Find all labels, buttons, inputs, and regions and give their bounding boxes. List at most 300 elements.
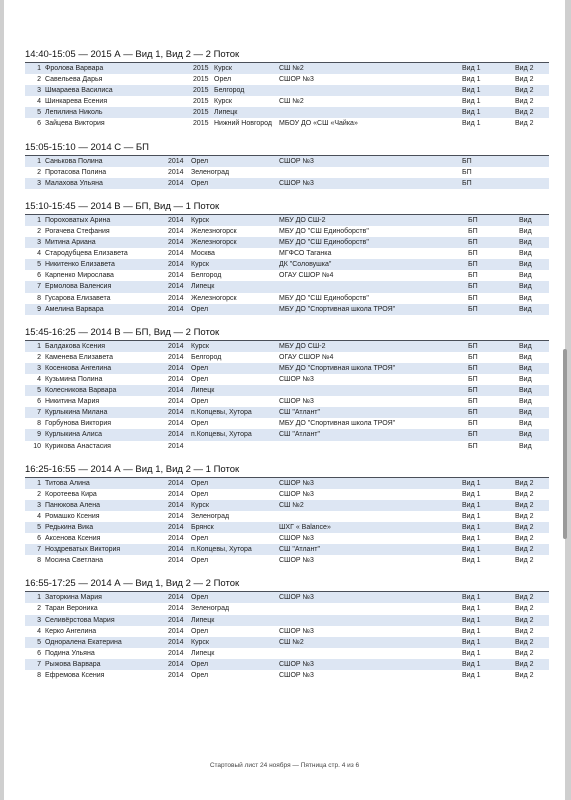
group-title: 14:40-15:05 — 2015 А — Вид 1, Вид 2 — 2 Поток: [25, 49, 549, 63]
club: СШОР №3: [279, 179, 314, 187]
club: СШОР №3: [279, 157, 314, 165]
table-row: [25, 407, 549, 418]
table-row: [25, 363, 549, 374]
table-row: [25, 352, 549, 363]
athlete-number: 7: [37, 660, 41, 668]
city: п.Копцевы, Хутора: [191, 546, 252, 554]
club: СШ "Атлант": [279, 546, 321, 554]
event-1: Вид 1: [462, 501, 481, 509]
table-row: [25, 555, 549, 566]
event-2: Вид: [519, 431, 532, 439]
event-2: Вид: [519, 239, 532, 247]
group-title: 16:25-16:55 — 2014 А — Вид 1, Вид 2 — 1 Поток: [25, 464, 549, 478]
city: Орел: [191, 660, 209, 668]
athlete-number: 10: [33, 442, 41, 450]
event-2: Вид 2: [515, 546, 534, 554]
table-row: [25, 118, 549, 129]
athlete-name: Мосина Светлана: [45, 557, 104, 565]
athlete-number: 2: [37, 605, 41, 613]
table-row: [25, 670, 549, 681]
table-row: [25, 215, 549, 226]
event-2: Вид 2: [515, 535, 534, 543]
birth-year: 2015: [193, 98, 209, 106]
club: ОГАУ СШОР №4: [279, 353, 334, 361]
athlete-number: 8: [37, 294, 41, 302]
event-1: Вид 1: [462, 479, 481, 487]
athlete-number: 8: [37, 420, 41, 428]
city: Липецк: [191, 649, 215, 657]
club: СШОР №3: [279, 479, 314, 487]
city: Белгород: [191, 272, 222, 280]
event-1: Вид 1: [462, 616, 481, 624]
birth-year: 2014: [168, 272, 184, 280]
athlete-number: 4: [37, 512, 41, 520]
event-1: БП: [468, 364, 478, 372]
birth-year: 2014: [168, 342, 184, 350]
table-row: [25, 237, 549, 248]
athlete-name: Никитенко Елизавета: [45, 261, 115, 269]
event-1: Вид 1: [462, 535, 481, 543]
birth-year: 2014: [168, 364, 184, 372]
city: Железногорск: [191, 294, 237, 302]
event-1: БП: [468, 216, 478, 224]
city: Орел: [191, 305, 209, 313]
athlete-name: Кузьмина Полина: [45, 375, 103, 383]
athlete-name: Лепилина Николь: [45, 109, 103, 117]
birth-year: 2014: [168, 227, 184, 235]
birth-year: 2014: [168, 398, 184, 406]
athlete-name: Пороховатых Арина: [45, 216, 111, 224]
event-2: Вид: [519, 442, 532, 450]
event-1: Вид 1: [462, 76, 481, 84]
club: МБУ ДО "Спортивная школа ТРОЯ": [279, 420, 396, 428]
birth-year: 2015: [193, 76, 209, 84]
table-row: [25, 626, 549, 637]
city: Орел: [191, 535, 209, 543]
athlete-number: 6: [37, 535, 41, 543]
start-list: [25, 49, 549, 693]
event-1: БП: [462, 157, 472, 165]
event-2: Вид: [519, 353, 532, 361]
group-title: 16:55-17:25 — 2014 А — Вид 1, Вид 2 — 2 Поток: [25, 578, 549, 592]
club: МБУ ДО "СШ Единоборств": [279, 294, 369, 302]
athlete-name: Никитина Мария: [45, 398, 100, 406]
city: Железногорск: [191, 227, 237, 235]
athlete-number: 1: [37, 479, 41, 487]
athlete-number: 2: [37, 353, 41, 361]
start-group: [25, 201, 549, 315]
event-1: Вид 1: [462, 557, 481, 565]
club: СШОР №3: [279, 660, 314, 668]
city: Зеленоград: [191, 512, 230, 520]
birth-year: 2014: [168, 557, 184, 565]
athlete-number: 3: [37, 179, 41, 187]
city: Липецк: [191, 616, 215, 624]
athlete-number: 6: [37, 272, 41, 280]
birth-year: 2014: [168, 442, 184, 450]
athlete-number: 9: [37, 431, 41, 439]
athlete-number: 2: [37, 168, 41, 176]
athlete-name: Курлыкина Алиса: [45, 431, 103, 439]
start-group: [25, 327, 549, 452]
group-title: 15:10-15:45 — 2014 В — БП, Вид — 1 Поток: [25, 201, 549, 215]
club: МБУ ДО "Спортивная школа ТРОЯ": [279, 364, 396, 372]
table-row: [25, 441, 549, 452]
athlete-name: Редькина Вика: [45, 524, 94, 531]
birth-year: 2014: [168, 501, 184, 509]
event-1: БП: [468, 342, 478, 350]
athlete-name: Заторкина Мария: [45, 594, 102, 602]
event-2: Вид 2: [515, 109, 534, 117]
event-1: БП: [468, 239, 478, 247]
table-row: [25, 418, 549, 429]
birth-year: 2014: [168, 216, 184, 224]
event-1: Вид 1: [462, 98, 481, 106]
event-2: Вид: [519, 342, 532, 350]
table-row: [25, 226, 549, 237]
group-title: 15:05-15:10 — 2014 С — БП: [25, 142, 549, 156]
athlete-name: Зайцева Виктория: [45, 120, 105, 128]
athlete-number: 6: [37, 398, 41, 406]
athlete-name: Ермолова Валенсия: [45, 283, 112, 291]
club: СШОР №3: [279, 490, 314, 498]
city: п.Копцевы, Хутора: [191, 431, 252, 439]
birth-year: 2015: [193, 120, 209, 128]
city: Липецк: [191, 283, 215, 291]
athlete-number: 8: [37, 557, 41, 565]
birth-year: 2014: [168, 294, 184, 302]
birth-year: 2014: [168, 479, 184, 487]
scrollbar-thumb[interactable]: [563, 349, 567, 539]
event-1: БП: [468, 294, 478, 302]
athlete-name: Селивёрстова Мария: [45, 616, 115, 624]
event-1: Вид 1: [462, 65, 481, 72]
birth-year: 2014: [168, 250, 184, 258]
event-2: Вид 2: [515, 76, 534, 84]
event-2: Вид 2: [515, 87, 534, 95]
event-2: Вид: [519, 250, 532, 258]
table-row: [25, 63, 549, 74]
athlete-number: 1: [37, 157, 41, 165]
athlete-number: 5: [37, 387, 41, 395]
athlete-name: Колесникова Варвара: [45, 387, 117, 395]
birth-year: 2014: [168, 616, 184, 624]
event-1: БП: [468, 305, 478, 313]
table-row: [25, 74, 549, 85]
club: МБУ ДО СШ-2: [279, 342, 326, 350]
start-group: [25, 464, 549, 567]
athlete-name: Ромашко Ксения: [45, 512, 100, 520]
city: Курск: [191, 216, 209, 224]
event-1: Вид 1: [462, 524, 481, 531]
birth-year: 2014: [168, 638, 184, 646]
event-2: Вид: [519, 261, 532, 269]
club: СШОР №3: [279, 535, 314, 543]
athlete-number: 7: [37, 283, 41, 291]
athlete-name: Курлыкина Милана: [45, 409, 108, 417]
city: Белгород: [191, 353, 222, 361]
document-page: [4, 0, 565, 800]
event-2: Вид: [519, 283, 532, 291]
club: ШХГ « Balance»: [279, 524, 331, 531]
athlete-number: 7: [37, 546, 41, 554]
athlete-name: Санькова Полина: [45, 157, 103, 165]
table-row: [25, 304, 549, 315]
event-2: Вид 2: [515, 479, 534, 487]
event-2: Вид: [519, 387, 532, 395]
athlete-name: Фролова Варвара: [45, 65, 104, 72]
athlete-number: 4: [37, 98, 41, 106]
club: СШОР №3: [279, 627, 314, 635]
event-1: БП: [468, 227, 478, 235]
birth-year: 2014: [168, 261, 184, 269]
club: ОГАУ СШОР №4: [279, 272, 334, 280]
birth-year: 2014: [168, 157, 184, 165]
table-row: [25, 259, 549, 270]
birth-year: 2015: [193, 87, 209, 95]
event-1: БП: [468, 442, 478, 450]
city: Белгород: [214, 87, 245, 95]
table-row: [25, 270, 549, 281]
table-row: [25, 341, 549, 352]
table-row: [25, 396, 549, 407]
club: СШ "Атлант": [279, 431, 321, 439]
athlete-number: 5: [37, 109, 41, 117]
event-2: Вид: [519, 216, 532, 224]
event-2: Вид 2: [515, 660, 534, 668]
event-2: Вид 2: [515, 557, 534, 565]
event-1: БП: [468, 375, 478, 383]
birth-year: 2014: [168, 535, 184, 543]
athlete-number: 3: [37, 616, 41, 624]
event-2: Вид: [519, 294, 532, 302]
page-footer: Стартовый лист 24 ноября — Пятница стр. 4 из 6: [209, 762, 360, 769]
event-2: Вид 2: [515, 616, 534, 624]
athlete-number: 7: [37, 409, 41, 417]
event-2: Вид 2: [515, 672, 534, 680]
athlete-name: Рогачева Стефания: [45, 227, 110, 235]
table-row: [25, 281, 549, 292]
city: Зеленоград: [191, 605, 230, 613]
club: СШОР №3: [279, 375, 314, 383]
event-1: Вид 1: [462, 490, 481, 498]
birth-year: 2015: [193, 65, 209, 72]
birth-year: 2014: [168, 179, 184, 187]
event-1: БП: [468, 261, 478, 269]
table-row: [25, 478, 549, 489]
birth-year: 2014: [168, 490, 184, 498]
birth-year: 2014: [168, 627, 184, 635]
birth-year: 2014: [168, 239, 184, 247]
athlete-number: 2: [37, 76, 41, 84]
event-1: БП: [462, 168, 472, 176]
event-1: БП: [468, 431, 478, 439]
table-row: [25, 533, 549, 544]
event-1: БП: [468, 250, 478, 258]
table-row: [25, 178, 549, 189]
athlete-name: Одноралена Екатерина: [45, 638, 122, 646]
birth-year: 2014: [168, 353, 184, 361]
city: Орел: [214, 76, 232, 84]
athlete-number: 3: [37, 87, 41, 95]
city: п.Копцевы, Хутора: [191, 409, 252, 417]
club: ДК "Соловушка": [279, 261, 332, 269]
city: Курск: [214, 65, 232, 72]
athlete-name: Рыжова Варвара: [45, 660, 101, 668]
birth-year: 2014: [168, 387, 184, 395]
city: Орел: [191, 672, 209, 680]
table-row: [25, 637, 549, 648]
city: Курск: [191, 261, 209, 269]
city: Орел: [191, 420, 209, 428]
club: МБУ ДО "Спортивная школа ТРОЯ": [279, 305, 396, 313]
athlete-name: Горбунова Виктория: [45, 420, 112, 428]
athlete-name: Ефремова Ксения: [45, 672, 105, 680]
birth-year: 2015: [193, 109, 209, 117]
birth-year: 2014: [168, 594, 184, 602]
birth-year: 2014: [168, 660, 184, 668]
athlete-number: 6: [37, 649, 41, 657]
athlete-number: 3: [37, 364, 41, 372]
athlete-number: 4: [37, 375, 41, 383]
club: СШ "Атлант": [279, 409, 321, 417]
athlete-number: 1: [37, 65, 41, 72]
athlete-number: 5: [37, 524, 41, 531]
city: Орел: [191, 490, 209, 498]
table-row: [25, 615, 549, 626]
city: Орел: [191, 627, 209, 635]
birth-year: 2014: [168, 283, 184, 291]
event-2: Вид 2: [515, 65, 534, 72]
club: МБУ ДО "СШ Единоборств": [279, 227, 369, 235]
athlete-number: 8: [37, 672, 41, 680]
table-row: [25, 522, 549, 533]
athlete-number: 2: [37, 490, 41, 498]
event-2: Вид 2: [515, 490, 534, 498]
club: МБОУ ДО «СШ «Чайка»: [279, 120, 358, 128]
athlete-name: Малахова Ульяна: [45, 179, 103, 187]
event-1: БП: [462, 179, 472, 187]
table-row: [25, 96, 549, 107]
group-title: 15:45-16:25 — 2014 В — БП, Вид — 2 Поток: [25, 327, 549, 341]
city: Липецк: [214, 109, 238, 117]
club: СШ №2: [279, 65, 304, 72]
table-row: [25, 544, 549, 555]
city: Брянск: [191, 524, 214, 531]
table-row: [25, 385, 549, 396]
athlete-number: 9: [37, 305, 41, 313]
event-2: Вид 2: [515, 605, 534, 613]
birth-year: 2014: [168, 420, 184, 428]
athlete-name: Подина Ульяна: [45, 649, 95, 657]
table-row: [25, 156, 549, 167]
event-1: БП: [468, 420, 478, 428]
table-row: [25, 500, 549, 511]
city: Орел: [191, 398, 209, 406]
birth-year: 2014: [168, 672, 184, 680]
city: Курск: [191, 501, 209, 509]
athlete-name: Керко Ангелина: [45, 627, 97, 635]
event-2: Вид: [519, 364, 532, 372]
athlete-name: Коротеева Кира: [45, 490, 97, 498]
event-1: Вид 1: [462, 627, 481, 635]
event-2: Вид 2: [515, 594, 534, 602]
city: Орел: [191, 364, 209, 372]
birth-year: 2014: [168, 375, 184, 383]
table-row: [25, 659, 549, 670]
athlete-number: 5: [37, 261, 41, 269]
event-1: БП: [468, 272, 478, 280]
event-1: БП: [468, 409, 478, 417]
event-2: Вид 2: [515, 627, 534, 635]
city: Курск: [214, 98, 232, 106]
city: Липецк: [191, 387, 215, 395]
event-1: Вид 1: [462, 594, 481, 602]
event-2: Вид: [519, 305, 532, 313]
athlete-name: Балдакова Ксения: [45, 342, 106, 350]
athlete-number: 6: [37, 120, 41, 128]
table-row: [25, 248, 549, 259]
city: Курск: [191, 342, 209, 350]
table-row: [25, 603, 549, 614]
athlete-number: 4: [37, 250, 41, 258]
city: Зеленоград: [191, 168, 230, 176]
event-1: БП: [468, 398, 478, 406]
birth-year: 2014: [168, 431, 184, 439]
athlete-name: Ноздреватых Виктория: [45, 546, 121, 554]
club: МГФСО Таганка: [279, 250, 332, 258]
event-1: Вид 1: [462, 120, 481, 128]
event-2: Вид: [519, 409, 532, 417]
athlete-number: 3: [37, 501, 41, 509]
athlete-name: Шинкарева Есения: [45, 98, 108, 106]
athlete-name: Савельева Дарья: [45, 76, 103, 84]
event-1: Вид 1: [462, 87, 481, 95]
city: Курск: [191, 638, 209, 646]
athlete-number: 2: [37, 227, 41, 235]
city: Орел: [191, 179, 209, 187]
athlete-name: Шмараева Василиса: [45, 87, 113, 95]
birth-year: 2014: [168, 409, 184, 417]
birth-year: 2014: [168, 546, 184, 554]
athlete-name: Титова Алина: [45, 479, 90, 487]
club: СШОР №3: [279, 76, 314, 84]
athlete-name: Курикова Анастасия: [45, 442, 111, 450]
athlete-number: 3: [37, 239, 41, 247]
birth-year: 2014: [168, 305, 184, 313]
event-2: Вид: [519, 375, 532, 383]
event-1: Вид 1: [462, 605, 481, 613]
event-1: БП: [468, 353, 478, 361]
athlete-name: Каменева Елизавета: [45, 353, 114, 361]
event-2: Вид: [519, 398, 532, 406]
athlete-number: 1: [37, 342, 41, 350]
athlete-number: 1: [37, 594, 41, 602]
city: Орел: [191, 157, 209, 165]
athlete-name: Стародубцева Елизавета: [45, 250, 128, 258]
start-group: [25, 49, 549, 130]
event-1: Вид 1: [462, 546, 481, 554]
event-2: Вид 2: [515, 501, 534, 509]
event-1: Вид 1: [462, 672, 481, 680]
city: Орел: [191, 594, 209, 602]
event-1: БП: [468, 387, 478, 395]
club: СШ №2: [279, 98, 304, 106]
table-row: [25, 374, 549, 385]
event-1: Вид 1: [462, 109, 481, 117]
city: Орел: [191, 479, 209, 487]
table-row: [25, 511, 549, 522]
